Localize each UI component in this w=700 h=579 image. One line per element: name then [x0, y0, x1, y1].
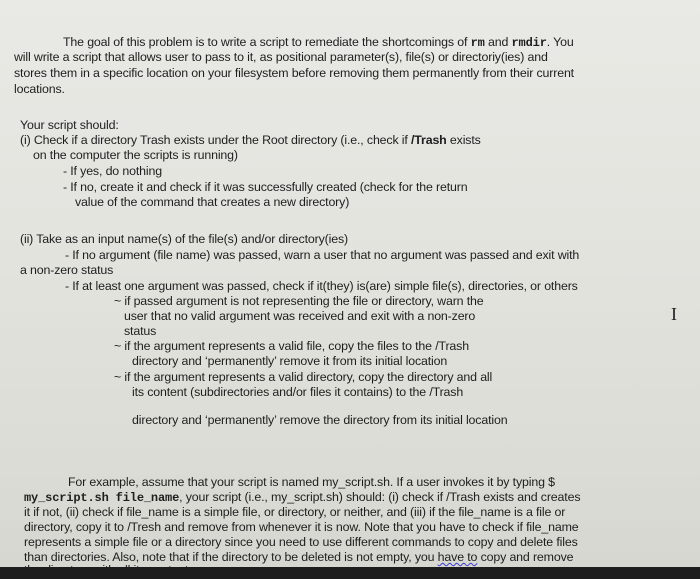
- part2-dir-line-3: directory and ‘permanently’ remove the directory from its initial location: [132, 413, 508, 427]
- spellcheck-squiggle: have to: [437, 550, 478, 564]
- intro-text: The goal of this problem is to write a script to remediate the shortcomings of: [63, 35, 471, 49]
- part2-noarg-line-1: - If no argument (file name) was passed, warn a user that no argument was passed and exit with: [65, 248, 580, 262]
- part1-line-2: on the computer the scripts is running): [33, 148, 238, 162]
- intro-line-3: stores them in a specific location on your filesystem before removing them permanently from their current: [14, 66, 574, 80]
- example-command: my_script.sh file_name: [24, 491, 180, 505]
- part2-arg-line-1: - If at least one argument was passed, check if it(they) is(are) simple file(s), directories, or others: [65, 279, 578, 293]
- part2-invalid-line-1: ~ if passed argument is not representing the file or directory, warn the: [114, 294, 484, 308]
- part2-line-1: (ii) Take as an input name(s) of the file(s) and/or directory(ies): [20, 232, 348, 246]
- trash-path: /Trash: [411, 133, 447, 147]
- requirements-heading: Your script should:: [20, 118, 119, 132]
- intro-line-2: will write a script that allows user to pass to it, as positional parameter(s), file(s) or directoriy(ies) and: [14, 50, 548, 64]
- part2-dir-line-2: its content (subdirectories and/or files it contains) to the /Trash: [132, 385, 464, 399]
- text-cursor-icon: I: [671, 304, 677, 324]
- part2-invalid-line-3: status: [124, 324, 157, 338]
- screen-bezel: [0, 567, 700, 579]
- rmdir-command: rmdir: [511, 36, 547, 50]
- part1-text: exists: [446, 133, 481, 147]
- part2-dir-line-1: ~ if the argument represents a valid directory, copy the directory and all: [114, 370, 493, 384]
- example-line-4: directory, copy it to /Tresh and remove from whenever it is now. Note that you have to check if file_name: [24, 520, 579, 534]
- intro-line-1: [63, 35, 574, 51]
- part1-no-line-2: value of the command that creates a new directory): [75, 195, 350, 209]
- example-text: than directories. Also, note that if the directory to be deleted is not empty, you: [24, 550, 438, 564]
- example-text: copy and remove: [477, 550, 574, 564]
- example-line-2: [24, 490, 580, 506]
- example-line-5: represents a simple file or a directory since you need to use different commands to copy and delete files: [24, 535, 578, 549]
- intro-text: and: [484, 35, 512, 49]
- part2-file-line-1: ~ if the argument represents a valid file, copy the files to the /Trash: [114, 339, 469, 353]
- rm-command: rm: [470, 36, 485, 50]
- part2-invalid-line-2: user that no valid argument was received and exit with a non-zero: [124, 309, 476, 323]
- part2-file-line-2: directory and ‘permanently’ remove it from its initial location: [132, 354, 448, 368]
- part1-no-line-1: - If no, create it and check if it was successfully created (check for the return: [63, 180, 468, 194]
- part2-noarg-line-2: a non-zero status: [20, 263, 114, 277]
- example-text: , your script (i.e., my_script.sh) should: (i) check if /Trash exists and creates: [179, 490, 581, 504]
- example-line-1: For example, assume that your script is named my_script.sh. If a user invokes it by typing $: [68, 475, 555, 489]
- intro-text: . You: [546, 35, 574, 49]
- part1-yes: - If yes, do nothing: [63, 164, 162, 178]
- example-line-3: it if not, (ii) check if file_name is a simple file, or directory, or neither, and (iii) if the file_name is a file or: [24, 505, 566, 519]
- part1-line-1: [20, 133, 481, 148]
- part1-text: (i) Check if a directory Trash exists under the Root directory (i.e., check if: [20, 133, 411, 147]
- intro-line-4: locations.: [14, 82, 65, 96]
